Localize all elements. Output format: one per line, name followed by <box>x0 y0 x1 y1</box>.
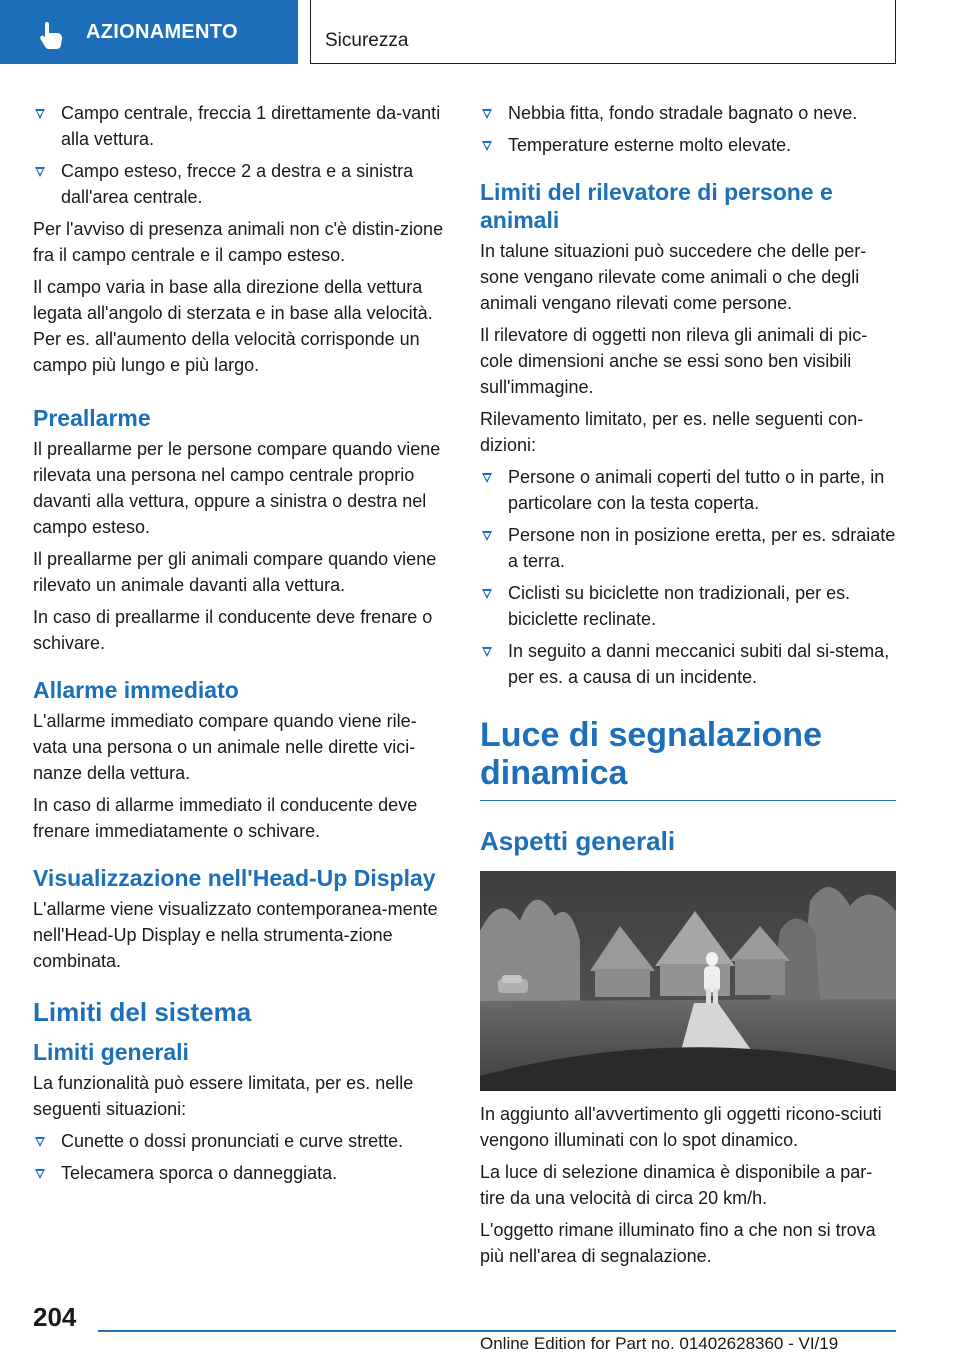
heading-limiti-del-sistema: Limiti del sistema <box>33 997 252 1027</box>
list-item: Ciclisti su biciclette non tradizionali, per es. biciclette reclinate. <box>480 580 896 632</box>
paragraph: Per l'avviso di presenza animali non c'è distin-zione fra il campo centrale e il campo esteso. <box>33 219 444 265</box>
triangle-bullet-icon <box>482 531 492 541</box>
chapter-tab <box>0 0 298 64</box>
list-item: Campo esteso, frecce 2 a destra e a sinistra dall'area centrale. <box>33 158 449 210</box>
section-title: Sicurezza <box>325 30 409 51</box>
paragraph: Il preallarme per gli animali compare quando viene rilevato un animale davanti alla vettura. <box>33 549 437 595</box>
footer-divider <box>98 1330 896 1332</box>
paragraph: Il campo varia in base alla direzione della vettura legata all'angolo di sterzata e in base alla velocità. Per es. all'aumento della velocità corrisponde un campo più lungo e più largo. <box>33 277 433 375</box>
list-item: In seguito a danni meccanici subiti dal si-stema, per es. a causa di un incidente. <box>480 638 896 690</box>
paragraph: In talune situazioni può succedere che delle per-sone vengano rilevate come animali o che degli animali vengano rilevati come persone. <box>480 241 867 313</box>
triangle-bullet-icon <box>482 109 492 119</box>
triangle-bullet-icon <box>482 647 492 657</box>
paragraph: La luce di selezione dinamica è disponibile a par-tire da una velocità di circa 20 km/h. <box>480 1162 873 1208</box>
paragraph: Rilevamento limitato, per es. nelle seguenti con-dizioni: <box>480 409 864 455</box>
heading-allarme-immediato: Allarme immediato <box>33 677 239 703</box>
paragraph: L'oggetto rimane illuminato fino a che non si trova più nell'area di segnalazione. <box>480 1220 876 1266</box>
night-vision-image <box>480 871 896 1091</box>
heading-limiti-rilevatore: Limiti del rilevatore di persone e animali <box>480 179 833 233</box>
triangle-bullet-icon <box>482 141 492 151</box>
paragraph: Il preallarme per le persone compare quando viene rilevata una persona nel campo centrale proprio davanti alla vettura, oppure a sinistra o destra nel campo esteso. <box>33 439 441 537</box>
chapter-title: AZIONAMENTO <box>86 21 238 43</box>
triangle-bullet-icon <box>482 473 492 483</box>
triangle-bullet-icon <box>35 1169 45 1179</box>
heading-limiti-generali: Limiti generali <box>33 1039 189 1065</box>
list-item: Telecamera sporca o danneggiata. <box>33 1160 449 1186</box>
list-item: Nebbia fitta, fondo stradale bagnato o neve. <box>480 100 896 126</box>
heading-head-up-display: Visualizzazione nell'Head-Up Display <box>33 865 436 891</box>
list-item: Temperature esterne molto elevate. <box>480 132 896 158</box>
list-item: Persone o animali coperti del tutto o in parte, in particolare con la testa coperta. <box>480 464 896 516</box>
list-item: Persone non in posizione eretta, per es. sdraiate a terra. <box>480 522 896 574</box>
triangle-bullet-icon <box>35 167 45 177</box>
paragraph: L'allarme immediato compare quando viene rile-vata una persona o un animale nelle dirette vici-nanze della vettura. <box>33 711 417 783</box>
left-column <box>33 100 449 1192</box>
paragraph: In caso di allarme immediato il conducente deve frenare immediatamente o schivare. <box>33 795 418 841</box>
right-column <box>480 100 896 1275</box>
list-item: Cunette o dossi pronunciati e curve strette. <box>33 1128 449 1154</box>
triangle-bullet-icon <box>482 589 492 599</box>
heading-luce-di-segnalazione: Luce di segnalazione dinamica <box>480 716 896 801</box>
edition-text: Online Edition for Part no. 01402628360 - VI/19 <box>480 1334 839 1353</box>
paragraph: In caso di preallarme il conducente deve frenare o schivare. <box>33 607 433 653</box>
heading-aspetti-generali: Aspetti generali <box>480 826 676 856</box>
hand-pointer-icon <box>38 20 64 50</box>
list-item: Campo centrale, freccia 1 direttamente da-vanti alla vettura. <box>33 100 449 152</box>
heading-preallarme: Preallarme <box>33 405 151 431</box>
paragraph: L'allarme viene visualizzato contemporanea-mente nell'Head-Up Display e nella strumenta-zione combinata. <box>33 899 438 971</box>
paragraph: In aggiunto all'avvertimento gli oggetti ricono-sciuti vengono illuminati con lo spot dinamico. <box>480 1104 882 1150</box>
paragraph: La funzionalità può essere limitata, per es. nelle seguenti situazioni: <box>33 1073 414 1119</box>
section-header <box>310 0 896 64</box>
paragraph: Il rilevatore di oggetti non rileva gli animali di pic-cole dimensioni anche se essi sono ben visibili sull'immagine. <box>480 325 868 397</box>
page-number: 204 <box>33 1302 77 1332</box>
triangle-bullet-icon <box>35 109 45 119</box>
triangle-bullet-icon <box>35 1137 45 1147</box>
